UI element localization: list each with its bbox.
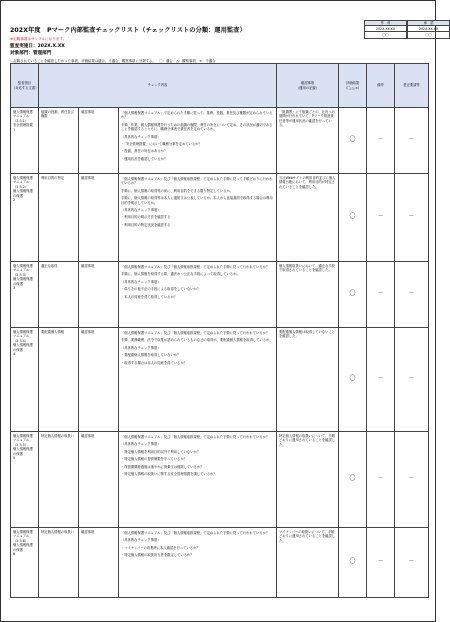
remarks-cell: － [367,432,395,528]
header-correction: 是正要請等 [395,64,429,108]
requirement-line: ・マイナンバーの収集時に本人確認を行っているか？ [121,545,200,550]
evidence-cell: 個人情報取扱いにおいて、適正な手段で取得されていることを確認した。 [277,262,339,328]
sample-note: ※記載事項はサンプルになります。 [10,37,67,41]
result-cell: 〇 [339,174,367,262]
header-check-content: チェック内容 [39,64,277,108]
requirement-line: ・運用状況を確認しているか？ [121,156,168,161]
remarks-cell: － [367,108,395,174]
audit-date: 監査実施日：202X.X.XX [10,44,65,49]
header-audit-item: 監査項目 （対応する文書） [11,64,39,108]
header-remarks: 備考 [367,64,395,108]
target-department: 対象部門：管理部門 [10,51,52,56]
requirement-line: ・特定個人情報の取扱担当者を限定しているか？ [121,553,194,558]
stamp-header: 承 認 [408,21,449,26]
correction-cell: － [395,108,429,174]
correction-cell: － [395,432,429,528]
remarks-cell: － [367,174,395,262]
requirement-line: 手順、作業、個人情報保護を行うための組織の権限、責任の所在について定め、その状況が適切であることを確認するとともに、職務分掌表で責任者を定めているか。 [121,122,273,132]
type-cell: 確認事項 [79,432,119,528]
type-cell: 確認事項 [79,108,119,174]
requirement-line: （具体的なチェック事項） [121,538,161,543]
audit-item-cell: 個人情報保護マニュアル （2.3.2） 個人情報保護の保護 2 [11,174,39,262]
requirement-line: ・利用目的の明示方法を確認する [121,215,171,220]
requirement-cell [119,432,277,528]
requirement-line: 手順、業務範囲、法令で収集が認められているものなどの取得が、要配慮個人情報を取得しているか。 [121,338,273,343]
result-cell: 〇 [339,528,367,598]
page-title: 202X年度 Pマーク内部監査チェックリスト（チェックリストの分類：運用監査） [10,27,246,34]
checklist-table [10,63,429,598]
table-row [11,262,429,328]
stamp-header: 作 成 [365,21,406,26]
remarks-cell: － [367,328,395,432]
type-cell: 確認事項 [79,262,119,328]
requirement-line: （具体的なチェック事項） [121,279,161,284]
requirement-line: 手順に、個人情報の取得等の前に、利用目的をできる限り特定しているか。 [121,188,234,193]
requirement-line: （具体的なチェック事項） [121,134,161,139]
table-row [11,528,429,598]
table-row [11,432,429,528]
requirement-line: ・特定個人情報を利用目的以外で利用していないか？ [121,449,201,454]
result-cell: 〇 [339,262,367,328]
header-result: 評価結果 （〇,△,×） [339,64,367,108]
requirement-line: ・特定個人情報の取扱いに関する安全管理措置を講じているか？ [121,472,217,477]
evidence-cell: 特定個人情報の取扱いについて、手順どおりに運用されていることを確認した。 [277,432,339,528]
evidence-cell: 当社Webサイトの利用目的並びに個人情報台帳において、利用目的が特定されていることを確認した。 [277,174,339,262]
evidence-cell: 要配慮個人情報は取得していないことを確認した。 [277,328,339,432]
requirement-line: 「個人情報保護マニュアル」及び「個人情報取扱規程」で定められた手順に従って行われているか？ [121,265,270,269]
requirement-line: ・取得する場合は本人の同意を得ているか？ [121,360,187,365]
correction-cell: － [395,174,429,262]
evidence-cell: 「組織図」にて組織ごとの、社内への展開が行われていて、Pマーク推進責任者等が運用状況の確認を行っている。 [277,108,339,174]
table-row [11,108,429,174]
stamp-date: 202X.XX.XX [365,26,406,32]
stamp-date: 202X.XX.XX [408,26,449,32]
correction-cell: － [395,262,429,328]
table-row [11,328,429,432]
requirement-line: ・「安全管理措置」において職務分掌を定めているか？ [121,142,202,147]
evidence-cell: マイナンバーの取扱いについて、手順どおりに運用されていることを確認した。 [277,528,339,598]
type-cell: 確認事項 [79,328,119,432]
stamp-name: 〇〇 [425,33,432,37]
requirement-cell [119,528,277,598]
table-row [11,174,429,262]
requirement-line: 手順に、個人情報を取得する際、適法かつ公正な手段によって取得しているか。 [121,272,240,277]
remarks-cell: － [367,262,395,328]
subject-cell: 特定個人情報の取扱い [39,432,79,528]
result-cell: 〇 [339,328,367,432]
requirement-line: （具体的なチェック事項） [121,345,161,350]
header-evidence: 確認事項 （運用の記録） [277,64,339,108]
requirement-cell [119,328,277,432]
audit-item-cell: 個人情報保護マニュアル （2.3.4） 個人情報保護の保護 4 [11,328,39,432]
requirement-cell [119,108,277,174]
subject-cell: 組織の役割、責任及び権限 [39,108,79,174]
requirement-line: 「個人情報保護マニュアル」及び「個人情報取扱規程」で定められた手順に従って行われているか？ [121,435,270,439]
subject-cell: 利用目的の特定 [39,174,79,262]
correction-cell: － [395,528,429,598]
requirement-cell [119,262,277,328]
requirement-line: ・役割、責任の所在はあるか？ [121,149,168,154]
stamp-approved [407,20,450,39]
requirement-line: 「個人情報保護マニュアル」及び「個人情報取扱規程」で定められた手順に従って行われているか？ [121,331,270,335]
requirement-line: 「個人情報保護マニュアル」で定められた手順に従って、業務、役割、責任及び権限が定められているか？ [121,111,273,120]
requirement-line: ・要配慮個人情報を取得していないか？ [121,353,181,358]
requirement-cell [119,174,277,262]
requirement-line: （具体的なチェック事項） [121,208,161,213]
requirement-line: ・特定個人情報の提供制限を守っているか？ [121,457,187,462]
result-cell: 〇 [339,432,367,528]
requirement-line: ・保管期間経過後は速やかに廃棄又は削除しているか？ [121,464,204,469]
result-cell: 〇 [339,108,367,174]
type-cell: 確認事項 [79,174,119,262]
stamp-created [364,20,407,39]
requirement-line: 「個人情報保護マニュアル」及び「個人情報取扱規程」で定められた手順に従って手順どおりに行われているか？ [121,177,273,186]
subject-cell: 適正な取得 [39,262,79,328]
subject-cell: 要配慮個人情報 [39,328,79,432]
table-header-row [11,64,429,108]
correction-cell: － [395,328,429,432]
requirement-line: ・利用目的の特定状況を確認する [121,222,171,227]
requirement-line: 「個人情報保護マニュアル」及び「個人情報取扱規程」で定められた手順に従って行われているか？ [121,531,270,535]
requirement-line: 手順に、個人情報の取得等は本人に通知又は公表しているか。本人から直接書面で取得する場合は利用目的を明示しているか。 [121,196,273,205]
requirement-line: ・本人の同意を得て取得しているか？ [121,294,178,299]
requirement-line: （具体的なチェック事項） [121,442,161,447]
audit-item-cell: 個人情報保護マニュアル （2.3.1） 安全管理措置１ [11,108,39,174]
audit-item-cell: 個人情報保護マニュアル （2.3.5） 個人情報保護の保護 5 [11,432,39,528]
subject-cell: 特定個人情報の取扱い [39,528,79,598]
stamp-name: 〇〇 [382,33,389,37]
legend-note: …記載されていることを確認したかった事項、評価結果は適合、不適合、観察事項に分類する。 〇：適合 △：観察事項 ×：不適合 [10,59,216,63]
remarks-cell: － [367,528,395,598]
audit-item-cell: 個人情報保護マニュアル （2.3.3） 個人情報保護の保護 3 [11,262,39,328]
requirement-line: ・偽りその他不正の手段による取得をしていないか？ [121,287,201,292]
type-cell: 確認事項 [79,528,119,598]
audit-item-cell: 個人情報保護マニュアル （2.3.6） 個人情報保護の保護 6 [11,528,39,598]
